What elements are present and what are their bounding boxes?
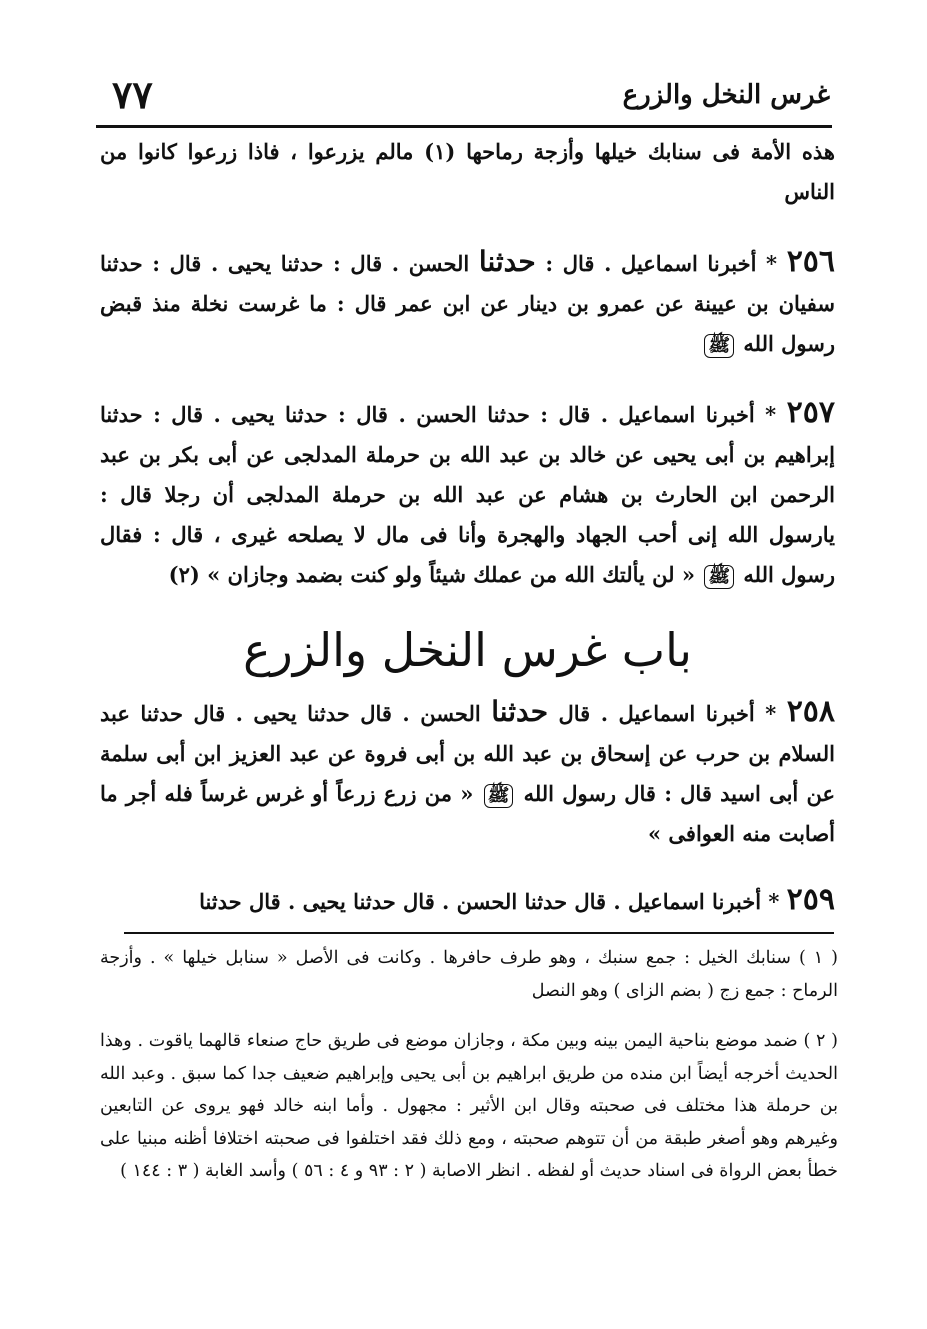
- page-header: [100, 72, 830, 122]
- hadith-number: ٢٥٩: [786, 882, 835, 917]
- hadith-256: [100, 242, 835, 364]
- footnote-2: [100, 1025, 838, 1275]
- hadith-text: * أخبرنا اسماعيل . قال حدثنا الحسن . قال حدثنا يحيى . قال حدثنا: [199, 889, 780, 914]
- hadith-text: * أخبرنا اسماعيل . قال : حدثنا الحسن . قال : حدثنا يحيى . قال : حدثنا إبراهيم بن أبى يحيى عن خالد بن عبد الله بن حرملة المدلجى عن أبى بكر بن عبد الرحمن ابن الحارث بن هشام عن عبد الله بن حرملة المدلجى أن رجلا قال : يارسول الله إنى أحب الجهاد والهجرة وأنا فى مال لا يصلحه غيرى ، قال : فقال رسول الله: [100, 402, 835, 587]
- footnote-rule: [124, 932, 834, 934]
- salutation-glyph: ﷺ: [704, 565, 734, 589]
- footnote-text: ( ٢ ) ضمد موضع بناحية اليمن بينه وبين مكة ، وجازان موضع فى طريق حاج صنعاء قالهما ياقوت . وهذا الحديث أخرجه أيضاً ابن منده من طريق ابراهيم بن أبى يحيى وإبراهيم ضعيف جدا كما سبق . وعبد الله بن حرملة هذا مختلف فى صحبته وقال ابن الأثير : مجهول . وأما ابنه خالد فهو يروى عن التابعين وغيرهم وهو أصغر طبقة من أن تتوهم صحبته ، ومع ذلك فقد اختلفوا فى صحبته اختلافا أظنه مبنيا على خطأ بعض الرواة فى اسناد حديث أو لفظه . انظر الاصابة ( ٢ : ٩٣ و ٤ : ٥٦ ) وأسد الغابة ( ٣ : ١٤٤ ): [100, 1031, 838, 1181]
- hadith-259: [100, 880, 835, 922]
- hadith-number: ٢٥٦: [786, 244, 836, 279]
- footnote-text: ( ١ ) سنابك الخيل : جمع سنبك ، وهو طرف حافرها . وكانت فى الأصل « سنابل خيلها » . وأزجة الرماح : جمع زج ( بضم الزاى ) وهو النصل: [100, 948, 839, 1001]
- hadith-text: « من زرع زرعاً أو غرس غرساً فله أجر ما أصابت منه العوافى »: [100, 781, 835, 846]
- hadith-number: ٢٥٧: [786, 395, 835, 430]
- chapter-title: باب غرس النخل والزرع: [243, 623, 692, 677]
- haddathana-word: حدثنا: [491, 695, 549, 728]
- salutation-glyph: ﷺ: [484, 784, 514, 808]
- paragraph-continuation: [100, 132, 835, 214]
- salutation-glyph: ﷺ: [704, 334, 734, 358]
- page-number: ٧٧: [112, 72, 153, 117]
- header-rule: [96, 125, 832, 128]
- hadith-text: * أخبرنا اسماعيل . قال :: [545, 251, 778, 276]
- haddathana-word: حدثنا: [478, 245, 536, 278]
- running-title: غرس النخل والزرع: [622, 80, 830, 110]
- paragraph-text: هذه الأمة فى سنابك خيلها وأزجة رماحها (١) مالم يزرعوا ، فاذا زرعوا كانوا من الناس: [100, 139, 835, 204]
- hadith-258: [100, 692, 835, 860]
- hadith-text: الحسن . قال حدثنا يحيى . قال حدثنا عبد السلام بن حرب عن إسحاق بن عبد الله بن أبى فروة عن عبد العزيز ابن أبى سلمة عن أبى اسيد قال : قال رسول الله: [100, 701, 835, 806]
- hadith-257: [100, 393, 835, 603]
- hadith-text: الحسن . قال : حدثنا يحيى . قال : حدثنا سفيان بن عيينة عن عمرو بن دينار عن ابن عمر قال : ما غرست نخلة منذ قبض رسول الله: [100, 251, 835, 356]
- hadith-text: * أخبرنا اسماعيل . قال: [558, 701, 777, 726]
- footnote-1: [100, 942, 838, 1010]
- hadith-text: « لن يألتك الله من عملك شيئاً ولو كنت بضمد وجازان » (٢): [168, 562, 696, 587]
- hadith-number: ٢٥٨: [786, 694, 836, 729]
